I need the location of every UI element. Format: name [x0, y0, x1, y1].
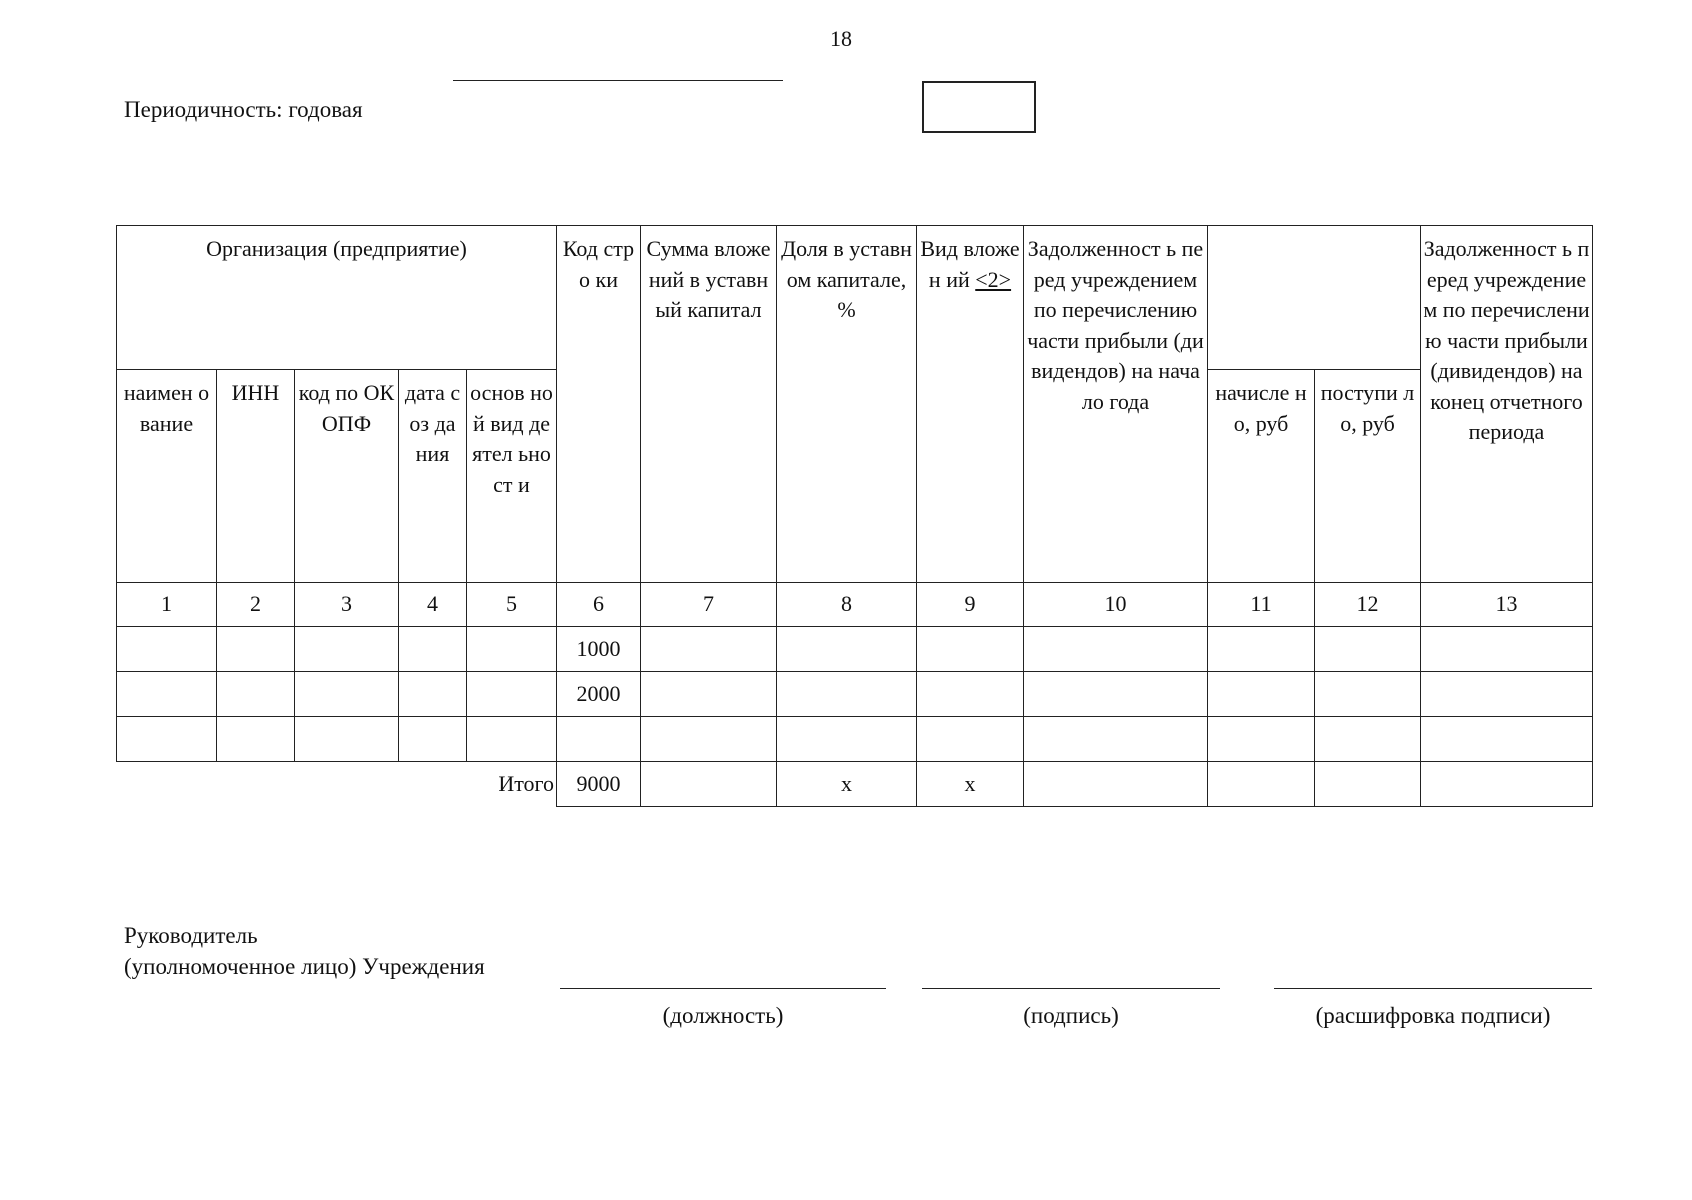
- position-caption: (должность): [662, 1003, 784, 1028]
- cell-input[interactable]: [641, 627, 777, 672]
- header-line-code: Код стро ки: [557, 226, 641, 583]
- cell-input[interactable]: [467, 672, 557, 717]
- row-code: 1000: [557, 627, 641, 672]
- cell-input[interactable]: [217, 672, 295, 717]
- table-row: [117, 717, 1593, 762]
- org-header: Организация (предприятие): [117, 226, 557, 370]
- page-number: 18: [830, 26, 852, 51]
- cell-input[interactable]: [1421, 762, 1593, 807]
- cell-input[interactable]: [1421, 672, 1593, 717]
- top-rule: [453, 80, 783, 81]
- header-investment-type: [917, 226, 1024, 583]
- signature-caption: (подпись): [1023, 1003, 1119, 1028]
- cell-input[interactable]: [641, 762, 777, 807]
- cell-input[interactable]: [1208, 717, 1315, 762]
- header-debt-start: Задолженност ь перед учреждением по перечислению части прибыли (дивидендов) на начало года: [1024, 226, 1208, 583]
- header-received: поступи ло, руб: [1315, 370, 1421, 583]
- cell-input[interactable]: [777, 627, 917, 672]
- cell-input[interactable]: [777, 717, 917, 762]
- cell-input[interactable]: [1208, 627, 1315, 672]
- cell-input[interactable]: [117, 717, 217, 762]
- decoding-line[interactable]: [1274, 988, 1592, 989]
- total-label: Итого: [117, 762, 557, 807]
- cell-input[interactable]: [295, 672, 399, 717]
- head-title: Руководитель (уполномоченное лицо) Учреждения: [124, 923, 485, 979]
- decoding-caption: (расшифровка подписи): [1315, 1003, 1551, 1028]
- footnote-link[interactable]: <2>: [975, 266, 1012, 292]
- cell-input[interactable]: [1024, 672, 1208, 717]
- row-code: [557, 717, 641, 762]
- cell-input[interactable]: [641, 717, 777, 762]
- table-row: [117, 672, 1593, 717]
- header-main-activity: основ ной вид деятел ьност и: [467, 370, 557, 583]
- row-code: 2000: [557, 672, 641, 717]
- column-number: 13: [1421, 583, 1593, 627]
- table-row: [117, 627, 1593, 672]
- column-number: 2: [217, 583, 295, 627]
- cell-input[interactable]: [917, 627, 1024, 672]
- cell-input[interactable]: [1024, 627, 1208, 672]
- cell-input[interactable]: [467, 717, 557, 762]
- header-capital-share: Доля в уставном капитале, %: [777, 226, 917, 583]
- cell-input[interactable]: [295, 627, 399, 672]
- total-code: 9000: [557, 762, 641, 807]
- column-number: 7: [641, 583, 777, 627]
- cell-input[interactable]: [295, 717, 399, 762]
- cell-input[interactable]: [1315, 762, 1421, 807]
- column-number: 11: [1208, 583, 1315, 627]
- report-table: [116, 225, 1593, 807]
- column-number: 10: [1024, 583, 1208, 627]
- cell-input[interactable]: [399, 672, 467, 717]
- header-debt-end: Задолженност ь перед учреждением по перечислени ю части прибыли (дивидендов) на конец отчетного периода: [1421, 226, 1593, 583]
- code-box[interactable]: [922, 81, 1036, 133]
- cell-input[interactable]: [399, 717, 467, 762]
- cell-input[interactable]: [1315, 627, 1421, 672]
- column-number: 4: [399, 583, 467, 627]
- total-col9: х: [917, 762, 1024, 807]
- header-org-name: наимен ование: [117, 370, 217, 583]
- column-number: 6: [557, 583, 641, 627]
- cell-input[interactable]: [467, 627, 557, 672]
- cell-input[interactable]: [1315, 672, 1421, 717]
- column-number: 1: [117, 583, 217, 627]
- column-number: 8: [777, 583, 917, 627]
- column-number: 12: [1315, 583, 1421, 627]
- cell-input[interactable]: [1208, 672, 1315, 717]
- periodicity-label: Периодичность: годовая: [124, 97, 363, 122]
- cell-input[interactable]: [117, 672, 217, 717]
- cell-input[interactable]: [1024, 717, 1208, 762]
- cell-input[interactable]: [917, 717, 1024, 762]
- column-number-row: [117, 583, 1593, 627]
- header-creation-date: дата соз да ния: [399, 370, 467, 583]
- cell-input[interactable]: [1315, 717, 1421, 762]
- cell-input[interactable]: [117, 627, 217, 672]
- total-row: [117, 762, 1593, 807]
- header-investment-sum: Сумма вложений в уставный капитал: [641, 226, 777, 583]
- cell-input[interactable]: [777, 672, 917, 717]
- header-inn: ИНН: [217, 370, 295, 583]
- column-number: 5: [467, 583, 557, 627]
- cell-input[interactable]: [1208, 762, 1315, 807]
- cell-input[interactable]: [1024, 762, 1208, 807]
- header-accrued: начисле но, руб: [1208, 370, 1315, 583]
- signature-line[interactable]: [922, 988, 1220, 989]
- column-number: 3: [295, 583, 399, 627]
- cell-input[interactable]: [399, 627, 467, 672]
- header-income-group: [1208, 226, 1421, 370]
- header-okopf: код по ОКОПФ: [295, 370, 399, 583]
- position-line[interactable]: [560, 988, 886, 989]
- investment-type-text: Вид вложен ий: [920, 236, 1020, 292]
- total-col8: х: [777, 762, 917, 807]
- cell-input[interactable]: [1421, 627, 1593, 672]
- cell-input[interactable]: [917, 672, 1024, 717]
- cell-input[interactable]: [641, 672, 777, 717]
- cell-input[interactable]: [1421, 717, 1593, 762]
- column-number: 9: [917, 583, 1024, 627]
- cell-input[interactable]: [217, 627, 295, 672]
- cell-input[interactable]: [217, 717, 295, 762]
